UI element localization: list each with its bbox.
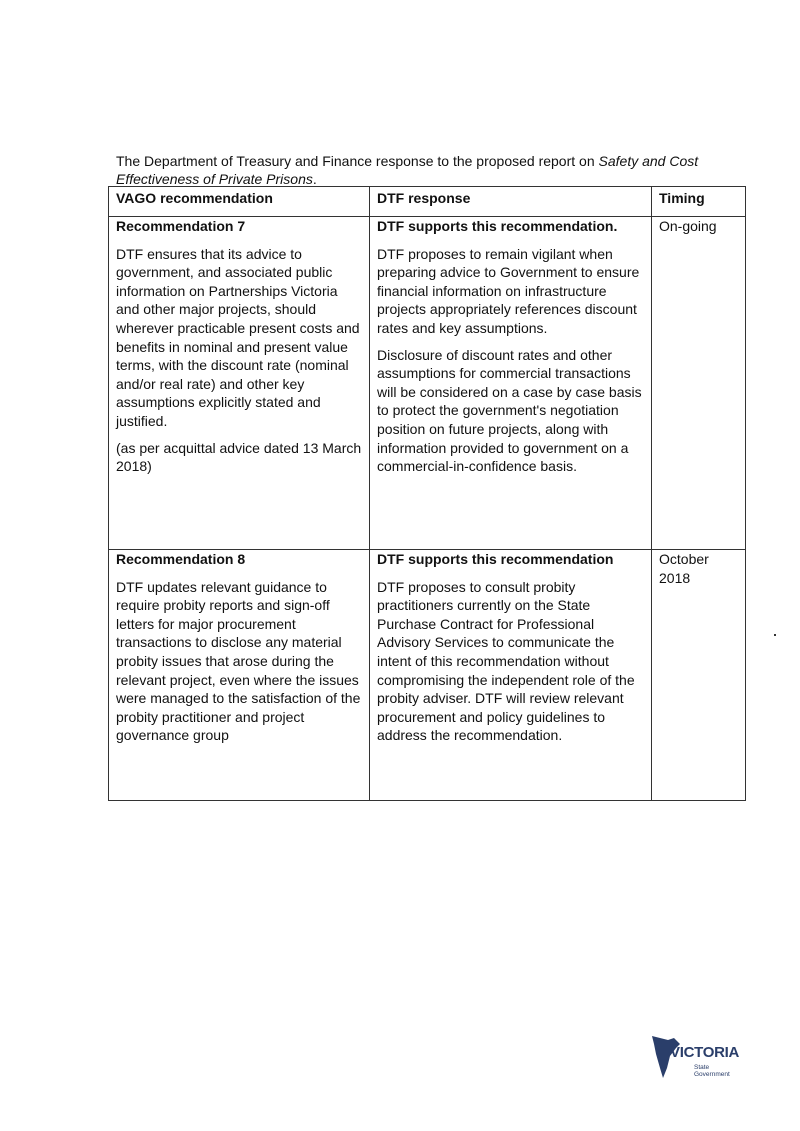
response-text: Disclosure of discount rates and other assumptions for commercial transactions will be considered on a case by case basis to protect the government's negotiation position on future projects, along with information provided to government on a commercial-in-confidence basis. [377,346,642,475]
recommendation-title: Recommendation 7 [116,218,246,234]
intro-lead: The Department of Treasury and Finance response to the proposed report on [116,153,599,169]
stray-mark [774,634,776,636]
table-row [109,217,746,550]
recommendation-title: Recommendation 8 [116,551,246,567]
recommendation-text: DTF ensures that its advice to government, and associated public information on Partnerships Victoria and other major projects, should wherever practicable present costs and benefits in nominal and present value terms, with the discount rate (nominal and/or real rate) and other key assumptions explicitly stated and justified. [116,245,360,429]
report-title: Safety and Cost Effectiveness of Private Prisons [116,153,699,187]
recommendation-cell [109,217,370,550]
timing-value: On-going [659,218,717,234]
intro-text [116,152,716,188]
response-title: DTF supports this recommendation. [377,218,618,234]
recommendation-note: (as per acquittal advice dated 13 March 2018) [116,439,362,475]
response-title: DTF supports this recommendation [377,551,614,567]
response-cell [370,217,652,550]
response-text: DTF proposes to consult probity practitioners currently on the State Purchase Contract for Professional Advisory Services to communicate the intent of this recommendation without compromising the independent role of the probity adviser. DTF will review relevant procurement and policy guidelines to address the recommendation. [377,578,635,744]
header-timing: Timing [652,187,746,217]
recommendation-text: DTF updates relevant guidance to require probity reports and sign-off letters for major procurement transactions to disclose any material probity issues that arose during the relevant project, even where the issues were managed to the satisfaction of the probity practitioner and project governance group [116,578,361,744]
header-dtf-response: DTF response [370,187,652,217]
timing-value: October 2018 [659,551,709,586]
victoria-state-government-logo [650,1034,739,1080]
timing-cell [652,217,746,550]
logo-wordmark: VICTORIA [670,1044,739,1061]
logo-subtitle-state: State [694,1064,710,1071]
timing-cell [652,550,746,801]
intro-suffix: . [312,171,317,187]
recommendation-cell [109,550,370,801]
table-header-row [109,187,746,217]
response-cell [370,550,652,801]
response-text: DTF proposes to remain vigilant when preparing advice to Government to ensure financial information on infrastructure projects appropriately references discount rates and key assumptions. [377,245,640,336]
table-row [109,550,746,801]
logo-subtitle-government: Government [694,1071,730,1078]
header-vago-recommendation: VAGO recommendation [109,187,370,217]
response-table [108,186,746,801]
